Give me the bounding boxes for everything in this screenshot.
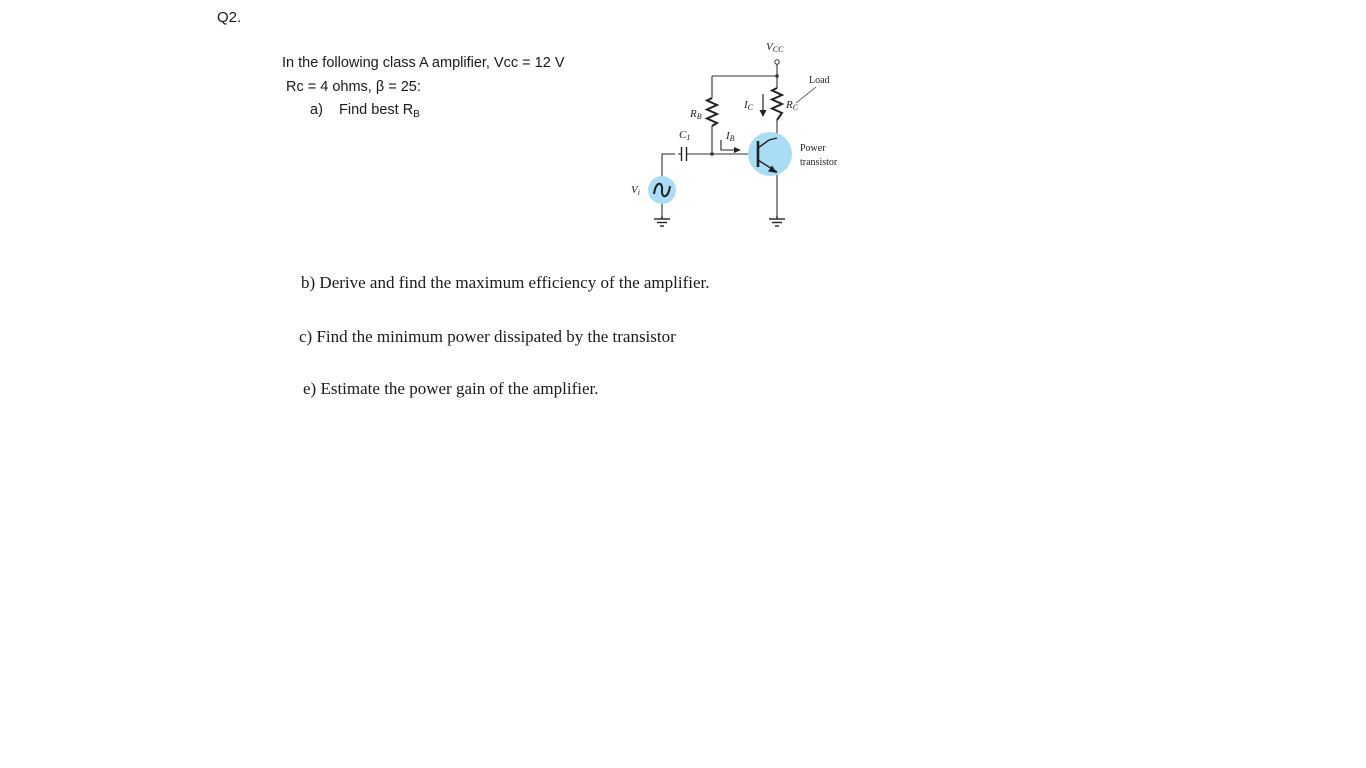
- part-e: e) Estimate the power gain of the amplifier.: [303, 379, 599, 398]
- rc-label: RC: [786, 99, 799, 112]
- part-a-letter: a): [310, 102, 323, 118]
- vcc-label: VCC: [766, 41, 784, 54]
- load-label: Load: [809, 75, 830, 86]
- rb-resistor: [707, 98, 717, 126]
- part-c: c) Find the minimum power dissipated by the transistor: [299, 327, 676, 346]
- part-a: [310, 102, 420, 120]
- rc-resistor: [772, 88, 782, 120]
- vcc-terminal: [775, 60, 779, 64]
- c1-label: C1: [679, 129, 691, 142]
- power-label: Power: [800, 143, 826, 154]
- part-b: b) Derive and find the maximum efficiency of the amplifier.: [301, 273, 710, 292]
- ib-label: IB: [726, 130, 735, 143]
- part-a-text: Find best R: [339, 102, 414, 118]
- given-values: Rc = 4 ohms, β = 25:: [286, 79, 421, 95]
- ground-symbol: [654, 216, 670, 226]
- load-pointer: [796, 87, 816, 103]
- question-intro: In the following class A amplifier, Vcc = 12 V: [282, 55, 565, 71]
- question-number: Q2.: [217, 9, 242, 26]
- rb-label: RB: [690, 108, 702, 121]
- ib-arrow-head: [734, 147, 741, 153]
- part-a-subscript: B: [413, 109, 420, 120]
- vi-label: Vi: [631, 184, 640, 197]
- junction-dot: [775, 74, 779, 78]
- junction-dot: [710, 152, 714, 156]
- ground-symbol: [769, 216, 785, 226]
- ic-label: IC: [744, 99, 754, 112]
- transistor-label: transistor: [800, 157, 838, 168]
- class-a-amplifier-circuit-diagram: [620, 30, 860, 235]
- ic-arrow-head: [760, 110, 767, 117]
